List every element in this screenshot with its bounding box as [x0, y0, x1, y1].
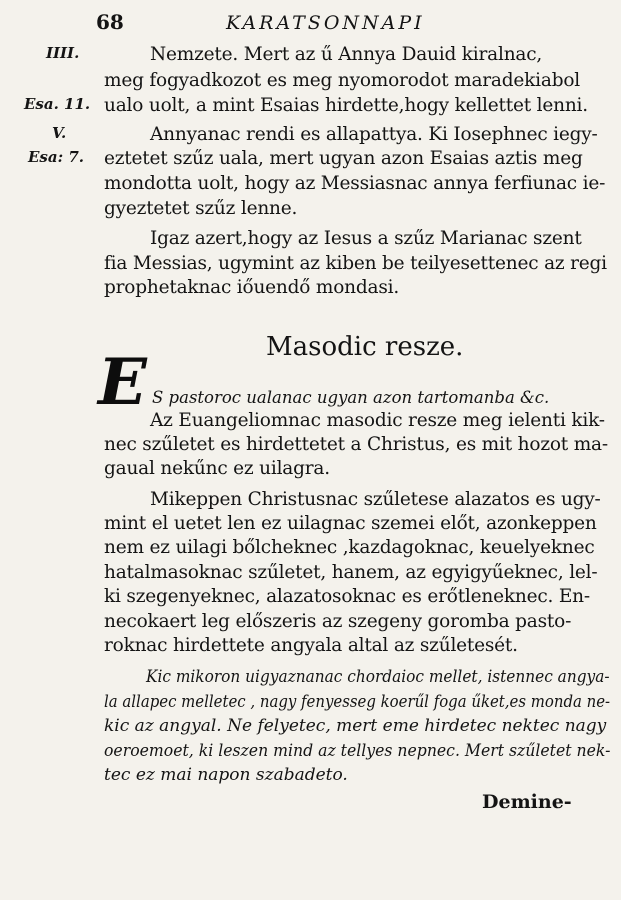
text-line: roknac hirdettete angyala altal az szűletesét.: [104, 635, 518, 656]
text-line: Az Euangeliomnac masodic resze meg ielenti kik-: [150, 410, 605, 431]
section-title: Masodic resze.: [266, 332, 464, 362]
text-line: gaual nekűnc ez uilagra.: [104, 458, 330, 479]
text-line: mondotta uolt, hogy az Messiasnac annya ferfiunac ie-: [104, 173, 606, 194]
margin-note-esa-7: Esa: 7.: [28, 148, 85, 166]
text-line: Mikeppen Christusnac szűletese alazatos es ugy-: [150, 489, 601, 510]
text-line: eztetet szűz uala, mert ugyan azon Esaias aztis meg: [104, 148, 583, 169]
quote-line: Kic mikoron uigyaznanac chordaioc mellet, istennec angya-: [146, 667, 610, 687]
page-number: 68: [96, 10, 124, 34]
running-title: KARATSONNAPI: [226, 12, 425, 34]
text-line: ualo uolt, a mint Esaias hirdette,hogy kellettet lenni.: [104, 95, 588, 116]
text-line: nem ez uilagi bőlcheknec ,kazdagoknac, keuelyeknec: [104, 537, 595, 558]
text-line: ki szegenyeknec, alazatosoknac es erőtleneknec. En-: [104, 586, 590, 607]
margin-note-v: V.: [52, 124, 67, 142]
quote-line: la allapec melletec , nagy fenyesseg koerűl foga űket,es monda ne-: [104, 692, 611, 712]
quote-line: oeroemoet, ki leszen mind az tellyes nepnec. Mert szűletet nek-: [104, 741, 611, 761]
text-line: Igaz azert,hogy az Iesus a szűz Marianac szent: [150, 228, 582, 249]
quote-line: kic az angyal. Ne felyetec, mert eme hirdetec nektec nagy: [104, 716, 607, 736]
text-line: necokaert leg előszeris az szegeny goromba pasto-: [104, 611, 572, 632]
text-line: hatalmasoknac szűletet, hanem, az egyigyűeknec, lel-: [104, 562, 598, 583]
drop-cap: E: [98, 345, 147, 420]
text-line: gyeztetet szűz lenne.: [104, 198, 298, 219]
text-line: nec szűletet es hirdettetet a Christus, es mit hozot ma-: [104, 434, 608, 455]
catchword: Demine-: [482, 791, 572, 813]
quote-line: tec ez mai napon szabadeto.: [104, 765, 348, 785]
margin-note-iiii: IIII.: [46, 44, 80, 62]
text-line: meg fogyadkozot es meg nyomorodot maradekiabol: [104, 70, 581, 91]
text-line: mint el uetet len ez uilagnac szemei előt, azonkeppen: [104, 513, 597, 534]
text-line: Annyanac rendi es allapattya. Ki Iosephnec iegy-: [150, 124, 598, 145]
text-line: prophetaknac iőuendő mondasi.: [104, 277, 400, 298]
opening-line: S pastoroc ualanac ugyan azon tartomanba &c.: [152, 388, 550, 407]
margin-note-esa-11: Esa. 11.: [24, 95, 91, 113]
text-line: fia Messias, ugymint az kiben be teilyesettenec az regi: [104, 253, 607, 274]
text-line: Nemzete. Mert az ű Annya Dauid kiralnac,: [150, 44, 543, 65]
